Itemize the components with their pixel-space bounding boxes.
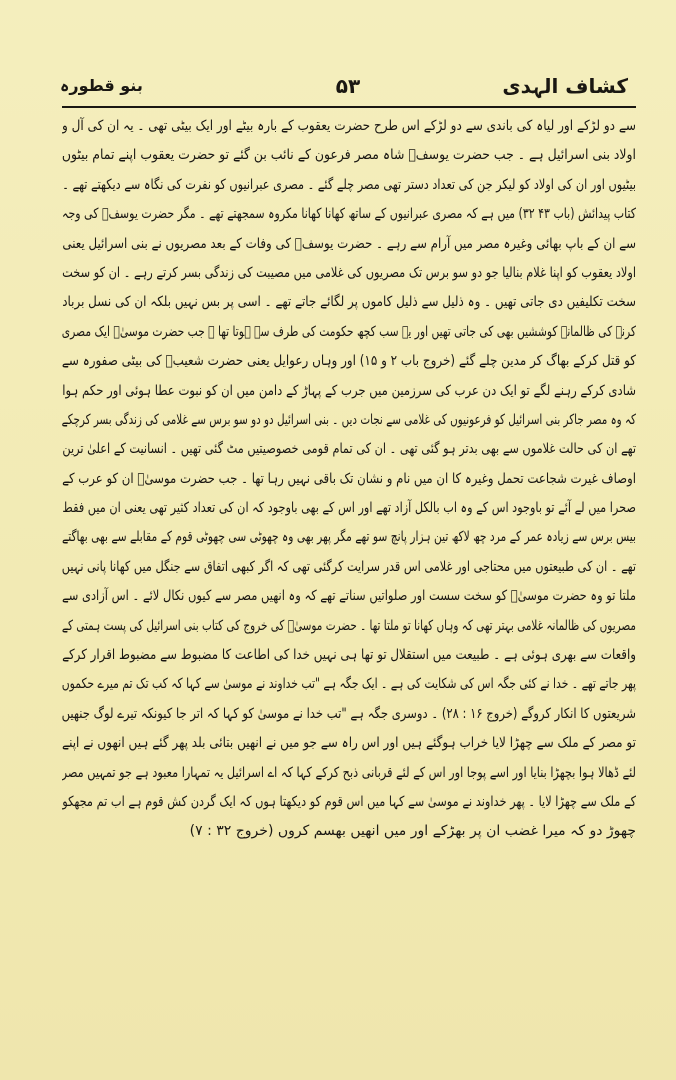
text-line: کہ وہ مصر جاکر بنی اسرائیل کو فرعونیوں کی غلامی سے نجات دیں ۔ بنی اسرائیل دو دو سو برس سے غلامی کی زندگی بسر کرچکے: [62, 411, 636, 428]
text-line: پھر جاتے تھے ۔ خدا نے کئی جگہ اس کی شکایت کی ہے ۔ ایک جگہ ہے "تب خداوند نے موسیٰ سے کہا کہ کب تک تم میرے حکموں: [62, 676, 636, 693]
book-title: کشاف الہدی: [502, 74, 628, 98]
section-heading: بنو قطورہ: [60, 76, 143, 95]
text-line: صحرا میں لے آئے تو باوجود اس کے وہ اب بالکل آزاد تھے اور اس کے بھی باوجود کہ ان کی تعداد کثیر تھی یعنی ان میں فقط: [62, 500, 636, 517]
text-line: بیٹیوں اور ان کی اولاد کو لیکر جن کی تعداد دستر تھی مصر چلے گئے ۔ مصری عبرانیوں کو نفرت کی نگاہ سے دیکھتے تھے ۔: [62, 176, 636, 193]
text-line: تھے ان کی حالت غلاموں سے بھی بدتر ہو گئی تھی ۔ ان کی تمام قومی خصوصیتیں مٹ گئی تھیں ۔ انسانیت کے اعلیٰ ترین: [62, 441, 636, 458]
body-text: [62, 112, 636, 847]
text-line: سخت تکلیفیں دی جاتی تھیں ۔ وہ ذلیل سے ذلیل کاموں پر لگائے جاتے تھے ۔ اسی پر بس نہیں بلکہ ان کی نسل برباد: [62, 294, 636, 311]
text-line: ملتا تو وہ حضرت موسیٰؑ کو سخت سست اور صلواتیں سناتے تھے کہ وہ انھیں مصر سے کیوں نکال لائے ۔ اس آزادی سے: [62, 588, 636, 605]
text-line: اوصاف غیرت شجاعت تحمل وغیرہ کا ان میں نام و نشان تک باقی نہیں رہا تھا ۔ جب حضرت موسیٰؑ ان کو عرب کے: [62, 470, 636, 487]
text-line: اولاد بنی اسرائیل ہے ۔ جب حضرت یوسفؑ شاہ مصر فرعون کے نائب بن گئے تو حضرت یعقوب اپنے تمام بیٹوں: [62, 147, 636, 164]
text-line: تو مصر کے ملک سے چھڑا لایا خراب ہوگئے ہیں اور اس راہ سے جو میں نے انھیں بتائی بلد پھر گئے ہیں انھوں نے اپنے: [62, 735, 636, 752]
text-line: کو قتل کرکے بھاگ کر مدین چلے گئے (خروج باب ۲ و ۱۵) اور وہاں رعوایل یعنی حضرت شعیبؑ کی بیٹی صفورہ سے: [61, 353, 636, 370]
text-line: کرنے کی ظالمانہ کوششیں بھی کی جاتی تھیں اور یہ سب کچھ حکومت کی طرف سے ہوتا تھا ۔ جب حضرت موسیٰؑ ایک مصری: [62, 323, 636, 340]
text-line: مصریوں کی ظالمانہ غلامی بہتر تھی کہ وہاں کھانا تو ملتا تھا ۔ حضرت موسیٰؑ کی خروج کی کتاب بنی اسرائیل کی پست ہمتی کے: [61, 617, 636, 634]
text-line: شادی کرکے رہنے لگے تو ایک دن عرب کی سرزمین میں جرب کے پہاڑ کے دامن میں ان کو نبوت عطا ہوئی اور حکم ہوا: [62, 382, 636, 399]
text-line: کتاب پیدائش (باب ۴۳ ۳۲) میں ہے کہ مصری عبرانیوں کے ساتھ کھانا کھانا مکروہ سمجھتے تھے ۔ مگر حضرت یوسفؑ کی وجہ: [62, 206, 636, 223]
text-line: شریعتوں کا انکار کروگے (خروج ۱۶ : ۲۸) ۔ دوسری جگہ ہے "تب خدا نے موسیٰ کو کہا کہ اتر جا کیونکہ تیرے لوگ جنھیں: [61, 705, 636, 722]
text-line: اولاد یعقوب کو اپنا غلام بنالیا جو دو سو برس تک مصریوں کی غلامی میں مصیبت کی زندگی بسر کرتے رہے ۔ ان کو سخت: [62, 264, 636, 281]
text-line: چھوڑ دو کہ میرا غضب ان پر بھڑکے اور میں انھیں بھسم کروں (خروج ۳۲ : ۷): [189, 823, 636, 840]
page-number: ۵۳: [335, 74, 361, 98]
text-line: تھے ۔ ان کی طبیعتوں میں محتاجی اور غلامی اس قدر سرایت کرگئی تھی کہ اگر کبھی اتفاق سے جنگل میں کھانا پانی نہیں: [62, 558, 636, 575]
text-line: واقعات سے بھری ہوئی ہے ۔ طبیعت میں استقلال تو تھا ہی نہیں خدا کی اطاعت کا مضبوط سے مضبوط اقرار کرکے: [62, 647, 636, 664]
page-header: [60, 70, 636, 104]
text-line: سے ان کے باپ بھائی وغیرہ مصر میں آرام سے رہے ۔ حضرت یوسفؑ کی وفات کے بعد مصریوں نے بنی اسرائیل یعنی: [62, 235, 636, 252]
text-line: بیس برس سے زیادہ عمر کے مرد چھ لاکھ تین ہزار پانچ سو تھے مگر پھر بھی وہ چھوٹی سی چھوٹی قوم کے مقابلے سے بھی بھاگتے: [62, 529, 636, 546]
header-rule: [62, 106, 636, 108]
text-line: سے دو لڑکے اور لیاہ کی باندی سے دو لڑکے اس طرح حضرت یعقوب کے بارہ بیٹے اور ایک بیٹی تھی ۔ یہ ان کی آل و: [61, 118, 636, 134]
text-line: لئے ڈھالا ہوا بچھڑا بنایا اور اسے پوجا اور اس کے لئے قربانی ذبح کرکے کہا کہ اے اسرائیل یہ تمہارا معبود ہے جو تمہیں مصر: [61, 764, 636, 781]
text-line: کے ملک سے چھڑا لایا ۔ پھر خداوند نے موسیٰ سے کہا میں اس قوم کو دیکھتا ہوں کہ ایک گردن کش قوم ہے اب تم مجھکو: [62, 793, 636, 810]
